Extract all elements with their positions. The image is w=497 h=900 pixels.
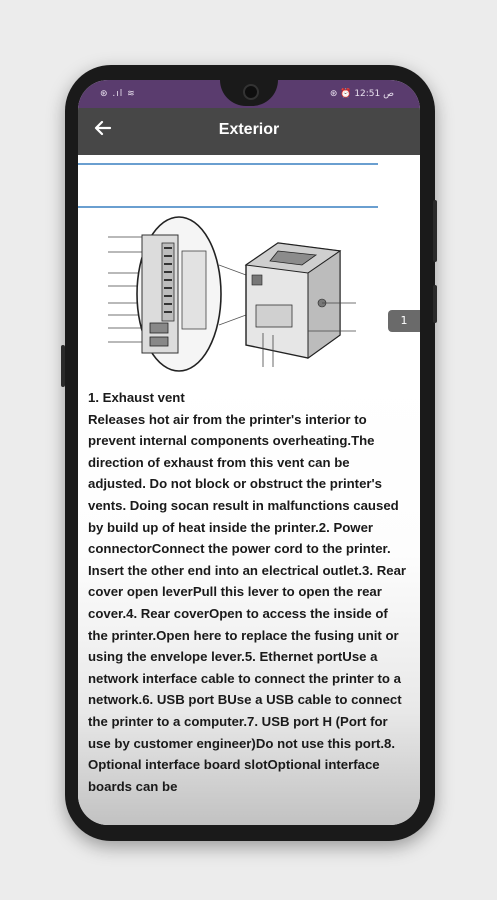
section-heading: 1. Exhaust vent xyxy=(88,390,185,405)
volume-button xyxy=(433,200,437,262)
printer-diagram-illustration xyxy=(78,155,420,375)
page-badge[interactable]: 1 xyxy=(388,310,420,332)
camera-icon xyxy=(243,84,259,100)
side-key xyxy=(61,345,65,387)
screen xyxy=(78,80,420,825)
text-panel[interactable] xyxy=(78,375,420,825)
power-button xyxy=(433,285,437,323)
status-right: ⊛ ⏰ ص 12:51 xyxy=(329,89,394,99)
description-text xyxy=(88,387,410,797)
section-body: Releases hot air from the printer's interior to prevent internal components overheating.The direction of exhaust from this vent can be adjusted. Do not block or obstruct the printer's vents. Doing socan result in malfunctions caused by build up of heat inside the printer.2. Power connectorConnect the power cord to the printer. Insert the other end into an electrical outlet.3. Rear cover open leverPull this lever to open the rear cover.4. Rear coverOpen to access the inside of the printer.Open here to replace the fusing unit or using the envelope lever.5. Ethernet portUse a network interface cable to connect the printer to a network.6. USB port BUse a USB cable to connect the printer to a computer.7. USB port H (Port for use by customer engineer)Do not use this port.8. Optional interface board slotOptional interface boards can be xyxy=(88,411,407,794)
page-title: Exterior xyxy=(218,121,280,138)
status-left: ⊛ .ıl ≋ xyxy=(100,89,136,99)
app-bar xyxy=(78,108,420,155)
printer-diagram xyxy=(78,155,420,375)
